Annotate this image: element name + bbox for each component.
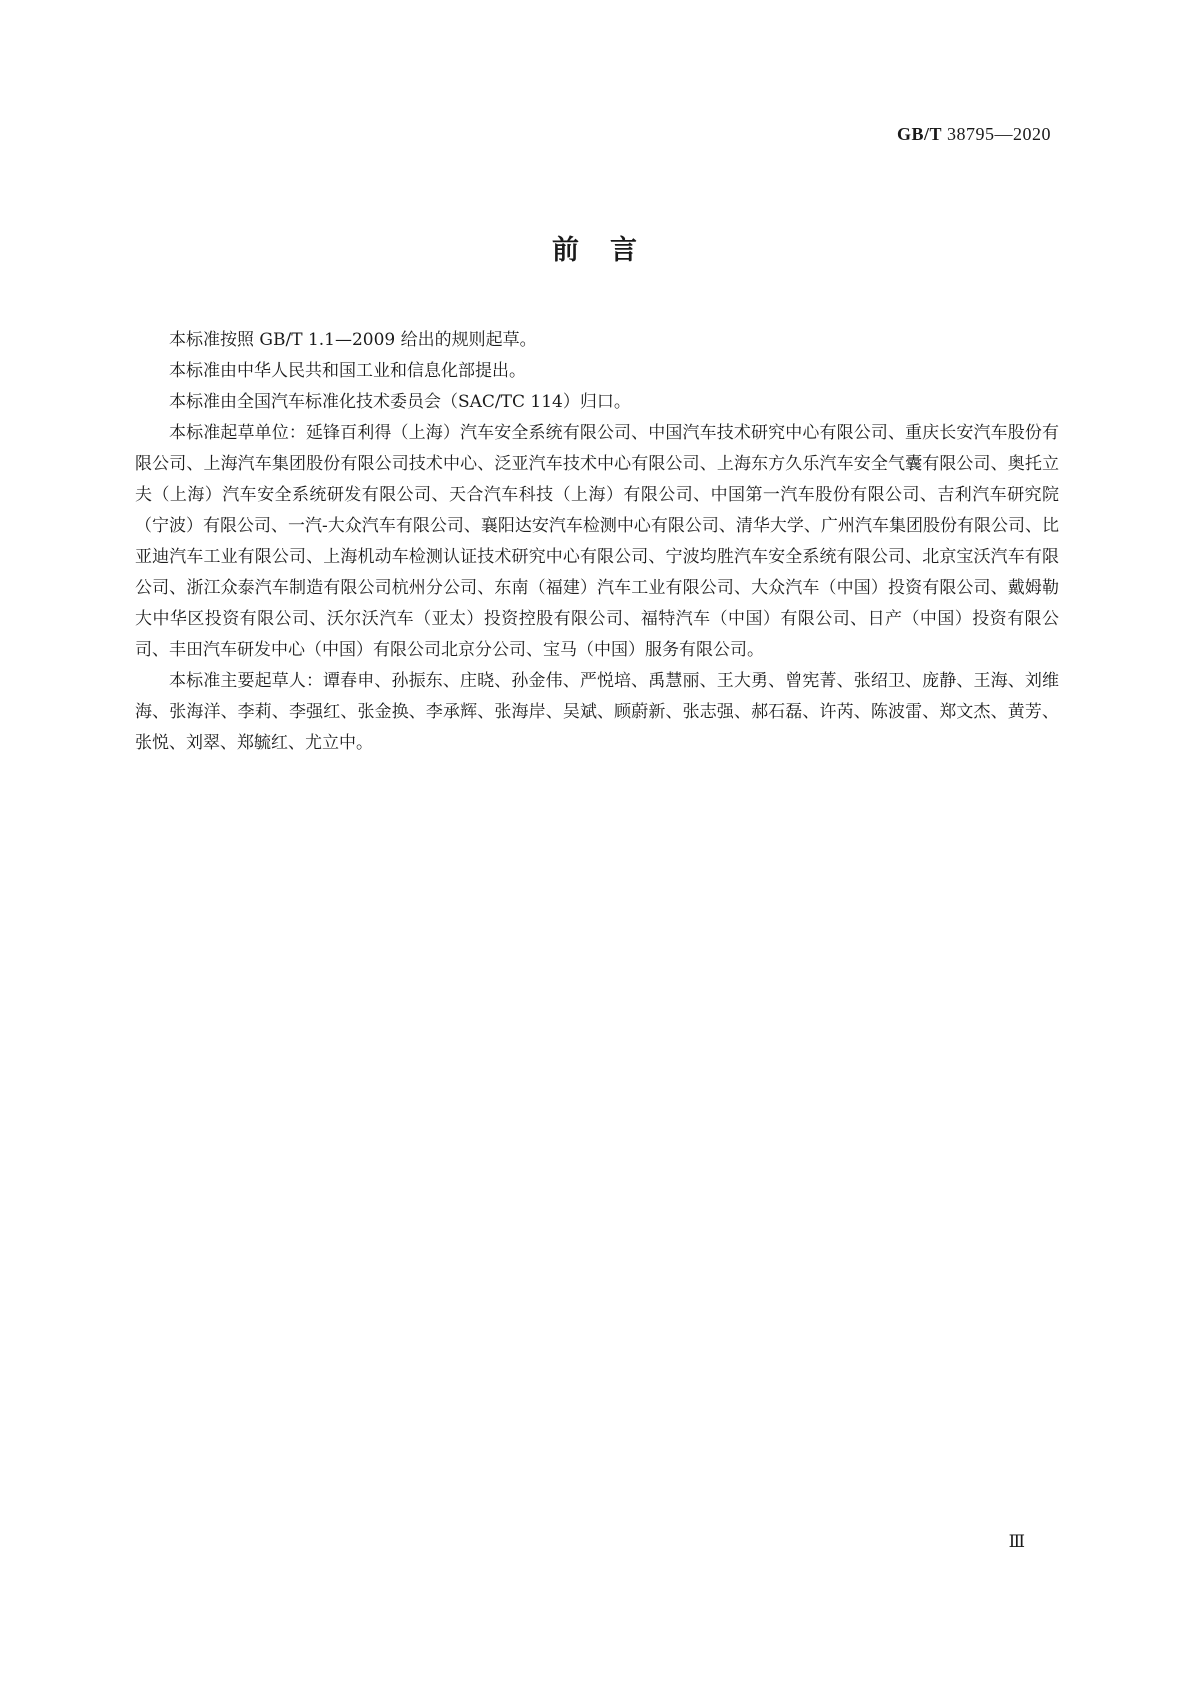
paragraph-main-drafters: 本标准主要起草人：谭春申、孙振东、庄晓、孙金伟、严悦培、禹慧丽、王大勇、曾宪菁、张绍卫、庞静、王海、刘维海、张海洋、李莉、李强红、张金换、李承辉、张海岸、吴斌、顾蔚新、张志强、郝石磊、许芮、陈波雷、郑文杰、黄芳、张悦、刘翠、郑毓红、尤立中。: [135, 671, 1059, 753]
paragraph-drafting-organizations: 本标准起草单位：延锋百利得（上海）汽车安全系统有限公司、中国汽车技术研究中心有限公司、重庆长安汽车股份有限公司、上海汽车集团股份有限公司技术中心、泛亚汽车技术中心有限公司、上海东方久乐汽车安全气囊有限公司、奥托立夫（上海）汽车安全系统研发有限公司、天合汽车科技（上海）有限公司、中国第一汽车股份有限公司、吉利汽车研究院（宁波）有限公司、一汽-大众汽车有限公司、襄阳达安汽车检测中心有限公司、清华大学、广州汽车集团股份有限公司、比亚迪汽车工业有限公司、上海机动车检测认证技术研究中心有限公司、宁波均胜汽车安全系统有限公司、北京宝沃汽车有限公司、浙江众泰汽车制造有限公司杭州分公司、东南（福建）汽车工业有限公司、大众汽车（中国）投资有限公司、戴姆勒大中华区投资有限公司、沃尔沃汽车（亚太）投资控股有限公司、福特汽车（中国）有限公司、日产（中国）投资有限公司、丰田汽车研发中心（中国）有限公司北京分公司、宝马（中国）服务有限公司。: [135, 423, 1059, 660]
standard-code: [897, 124, 1051, 145]
paragraph-proposer: 本标准由中华人民共和国工业和信息化部提出。: [169, 361, 526, 381]
paragraph-drafting-rules: 本标准按照 GB/T 1.1—2009 给出的规则起草。: [169, 330, 537, 350]
standard-prefix: GB/T: [896, 124, 942, 144]
page-number: Ⅲ: [1008, 1532, 1025, 1551]
preface-body: [135, 325, 1059, 759]
paragraph-centralized-unit: 本标准由全国汽车标准化技术委员会（SAC/TC 114）归口。: [169, 392, 631, 412]
standard-number: 38795—2020: [947, 124, 1051, 144]
page-title: 前 言: [552, 235, 639, 266]
